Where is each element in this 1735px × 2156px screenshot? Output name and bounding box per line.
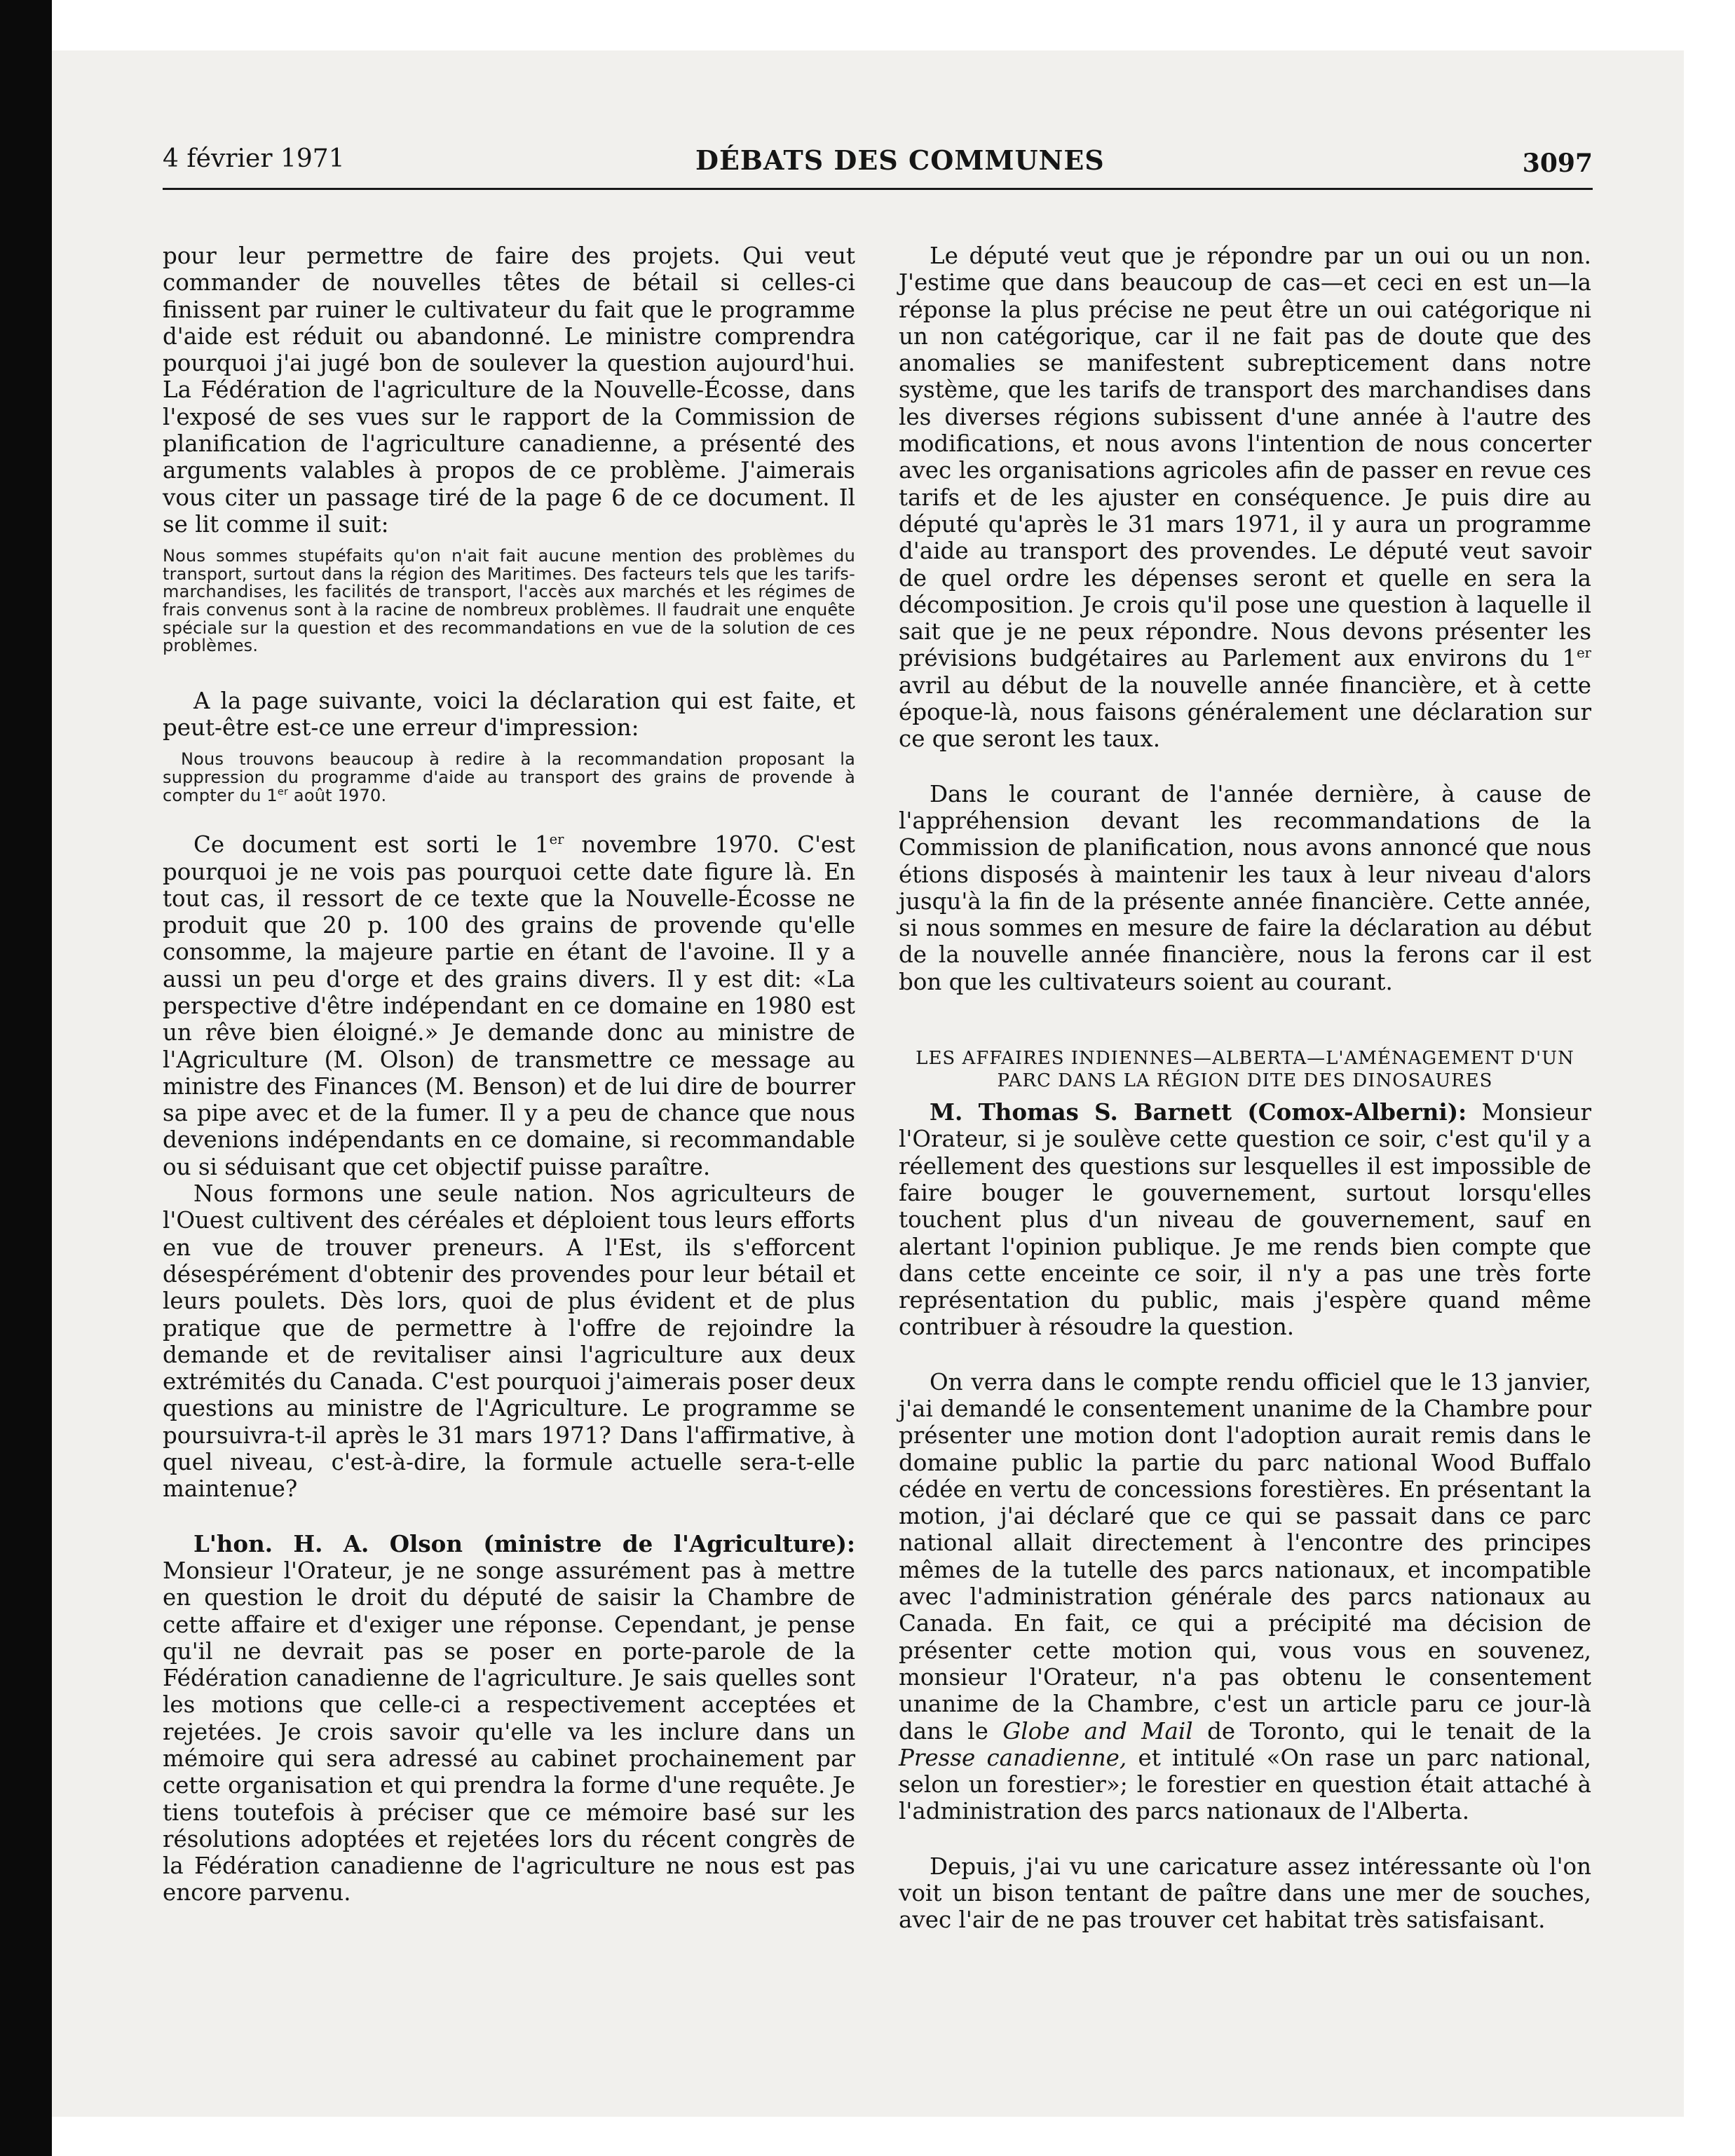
superscript: er bbox=[277, 786, 289, 798]
paragraph-text: Ce document est sorti le 1 bbox=[193, 831, 550, 859]
scan-black-border bbox=[0, 0, 52, 2156]
paragraph-text: et intitulé «On rase un parc national, selon un forestier»; le forestier en question était attaché à l'administration des parcs nationaux de l'Alberta. bbox=[899, 1744, 1591, 1825]
paragraph-text: Monsieur l'Orateur, si je soulève cette question ce soir, c'est qu'il y a réellement des questions sur lesquelles il est impossible de faire bouger le gouvernement, surtout lorsqu'elles touchent plus d'un niveau de gouvernement, sauf en alertant l'opinion publique. Je me rends bien compte que dans cette enceinte ce soir, il n'y a pas une très forte représentation du public, mais j'espère quand même contribuer à résoudre la question. bbox=[899, 1099, 1591, 1341]
paragraph-text: avril au début de la nouvelle année financière, et à cette époque-là, nous faisons généralement une déclaration sur ce que seront les taux. bbox=[899, 671, 1591, 753]
paragraph: Dans le courant de l'année dernière, à cause de l'appréhension devant les recommandations de la Commission de planification, nous avons annoncé que nous étions disposés à maintenir les taux à leur niveau d'alors jusqu'à la fin de la présente année financière. Cette année, si nous sommes en mesure de faire la déclaration au début de la nouvelle année financière, nous la ferons car il est bon que les cultivateurs soient au courant. bbox=[899, 780, 1591, 995]
paragraph: Depuis, j'ai vu une caricature assez intéressante où l'on voit un bison tentant de paître dans une mer de souches, avec l'air de ne pas trouver cet habitat très satisfaisant. bbox=[899, 1853, 1591, 1934]
superscript: er bbox=[1577, 645, 1591, 662]
block-quote bbox=[163, 751, 855, 805]
left-column bbox=[163, 243, 855, 1906]
paragraph-text: Monsieur l'Orateur, je ne songe assurément pas à mettre en question le droit du député de saisir la Chambre de cette affaire et d'exiger une réponse. Cependant, je pense qu'il ne devrait pas se poser en porte-parole de la Fédération canadienne de l'agriculture. Je sais quelles sont les motions que celle-ci a respectivement acceptées et rejetées. Je crois savoir qu'elle va les inclure dans un mémoire qui sera adressé au cabinet prochainement par cette organisation et qui prendra la forme d'une requête. Je tiens toutefois à préciser que ce mémoire basé sur les résolutions adoptées et rejetées lors du récent congrès de la Fédération canadienne de l'agriculture ne nous est pas encore parvenu. bbox=[163, 1557, 855, 1906]
paragraph: pour leur permettre de faire des projets. Qui veut commander de nouvelles têtes de bétail si celles-ci finissent par ruiner le cultivateur du fait que le programme d'aide est réduit ou abandonné. Le ministre comprendra pourquoi j'ai jugé bon de soulever la question aujourd'hui. La Fédération de l'agriculture de la Nouvelle-Écosse, dans l'exposé de ses vues sur le rapport de la Commission de planification de l'agriculture canadienne, a présenté des arguments valables à propos de ce problème. J'aimerais vous citer un passage tiré de la page 6 de ce document. Il se lit comme il suit: bbox=[163, 243, 855, 538]
scan-top-margin bbox=[0, 0, 1735, 50]
italic-title: Globe and Mail bbox=[1002, 1717, 1193, 1745]
paragraph-text: On verra dans le compte rendu officiel que le 13 janvier, j'ai demandé le consentement unanime de la Chambre pour présenter une motion dont l'adoption aurait remis dans le domaine public la partie du parc national Wood Buffalo cédée en vertu de concessions forestières. En présentant la motion, j'ai déclaré que ce qui se passait dans ce parc national allait directement à l'encontre des principes mêmes de la tutelle des parcs nationaux, et incompatible avec l'administration générale des parcs nationaux au Canada. En fait, ce qui a précipité ma décision de présenter cette motion qui, vous vous en souvenez, monsieur l'Orateur, n'a pas obtenu le consentement unanime de la Chambre, c'est un article paru ce jour-là dans le bbox=[899, 1368, 1591, 1745]
paragraph bbox=[899, 1099, 1591, 1341]
paragraph bbox=[163, 1531, 855, 1906]
quote-text: Nous trouvons beaucoup à redire à la recommandation proposant la suppression du programme d'aide au transport des grains de provende à compter du 1 bbox=[163, 749, 855, 805]
paragraph-text: Le député veut que je répondre par un oui ou un non. J'estime que dans beaucoup de cas—et ceci en est un—la réponse la plus précise ne peut être un oui catégorique ni un non catégorique, car il ne fait pas de doute que des anomalies se manifestent subrepticement dans notre système, que les tarifs de transport des marchandises dans les diverses régions subissent d'une année à l'autre des modifications, et nous avons l'intention de nous concerter avec les organisations agricoles afin de passer en revue ces tarifs et de les ajuster en conséquence. Je puis dire au député qu'après le 31 mars 1971, il y aura un programme d'aide au transport des provendes. Le député veut savoir de quel ordre les dépenses seront et quelle en sera la décomposition. Je crois qu'il pose une question à laquelle il sait que je ne peux répondre. Nous devons présenter les prévisions budgétaires au Parlement aux environs du 1 bbox=[899, 243, 1591, 672]
paragraph: A la page suivante, voici la déclaration qui est faite, et peut-être est-ce une erreur d'impression: bbox=[163, 687, 855, 742]
paragraph-text: de Toronto, qui le tenait de la bbox=[1192, 1717, 1591, 1745]
right-column bbox=[899, 243, 1591, 1934]
quote-text: août 1970. bbox=[288, 785, 387, 805]
paragraph bbox=[163, 831, 855, 1180]
paragraph bbox=[899, 1369, 1591, 1825]
paragraph-text: novembre 1970. C'est pourquoi je ne vois pas pourquoi cette date figure là. En tout cas, il ressort de ce texte que la Nouvelle-Écosse ne produit que 20 p. 100 des grains de provende qu'elle consomme, la majeure partie en étant de l'avoine. Il y a aussi un peu d'orge et des grains divers. Il y est dit: «La perspective d'être indépendant en ce domaine en 1980 est un rêve bien éloigné.» Je demande donc au ministre de l'Agriculture (M. Olson) de transmettre ce message au ministre des Finances (M. Benson) et de lui dire de bourrer sa pipe avec et de la fumer. Il y a peu de chance que nous devenions indépendants en ce domaine, si recommandable ou si séduisant que cet objectif puisse paraître. bbox=[163, 831, 855, 1180]
paragraph: Nous formons une seule nation. Nos agriculteurs de l'Ouest cultivent des céréales et déploient tous leurs efforts en vue de trouver preneurs. A l'Est, ils s'efforcent désespérément d'obtenir des provendes pour leur bétail et leurs poulets. Dès lors, quoi de plus évident et de plus pratique que de permettre à l'offre de rejoindre la demande et de revitaliser ainsi l'agriculture aux deux extrémités du Canada. C'est pourquoi j'aimerais poser deux questions au ministre de l'Agriculture. Le programme se poursuivra-t-il après le 31 mars 1971? Dans l'affirmative, à quel niveau, c'est-à-dire, la formule actuelle sera-t-elle maintenue? bbox=[163, 1180, 855, 1503]
paragraph bbox=[899, 243, 1591, 753]
italic-title: Presse canadienne, bbox=[899, 1744, 1127, 1771]
header-date: 4 février 1971 bbox=[163, 144, 345, 173]
superscript: er bbox=[549, 831, 564, 848]
section-heading: LES AFFAIRES INDIENNES—ALBERTA—L'AMÉNAGEMENT D'UN PARC DANS LA RÉGION DITE DES DINOSAURES bbox=[916, 1048, 1574, 1092]
speaker-name: L'hon. H. A. Olson (ministre de l'Agriculture): bbox=[193, 1529, 855, 1557]
page-header bbox=[163, 142, 1593, 190]
speaker-name: M. Thomas S. Barnett (Comox-Alberni): bbox=[930, 1098, 1467, 1126]
block-quote: Nous sommes stupéfaits qu'on n'ait fait aucune mention des problèmes du transport, surtout dans la région des Maritimes. Des facteurs tels que les tarifs-marchandises, les facilités de transport, l'accès aux marchés et les régimes de frais convenus sont à la racine de nombreux problèmes. Il faudrait une enquête spéciale sur la question et des recommandations en vue de la solution de ces problèmes. bbox=[163, 546, 855, 656]
header-title: DÉBATS DES COMMUNES bbox=[695, 144, 1105, 176]
page-number: 3097 bbox=[1522, 149, 1593, 178]
